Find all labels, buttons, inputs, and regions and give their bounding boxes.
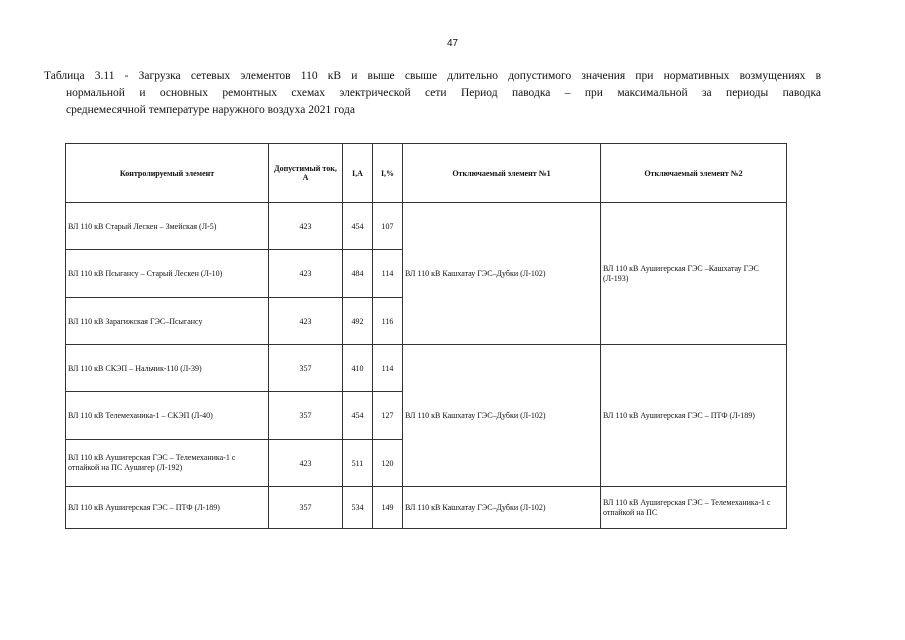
cell-current: 511 xyxy=(343,440,373,487)
cell-current: 484 xyxy=(343,250,373,298)
caption-line-3: среднемесячной температуре наружного воздуха 2021 года xyxy=(66,104,355,116)
cell-percent: 107 xyxy=(373,203,403,250)
cell-element: ВЛ 110 кВ Старый Лескен – Змейская (Л-5) xyxy=(66,203,269,250)
caption-line-1: Таблица 3.11 - Загрузка сетевых элементов 110 кВ и выше свыше длительно допустимого значения при нормативных возмущениях в xyxy=(44,70,821,82)
cell-off-element-2: ВЛ 110 кВ Аушигерская ГЭС – Телемеханика-1 с отпайкой на ПС xyxy=(601,487,787,529)
load-table xyxy=(65,143,787,529)
table-row xyxy=(66,203,787,250)
cell-element: ВЛ 110 кВ СКЭП – Нальчик-110 (Л-39) xyxy=(66,345,269,392)
cell-allowed: 423 xyxy=(269,298,343,345)
cell-element: ВЛ 110 кВ Аушигерская ГЭС – Телемеханика-1 с отпайкой на ПС Аушигер (Л-192) xyxy=(66,440,269,487)
cell-element: ВЛ 110 кВ Аушигерская ГЭС – ПТФ (Л-189) xyxy=(66,487,269,529)
caption-line-2: нормальной и основных ремонтных схемах электрической сети Период паводка – при максимальной за периоды паводка xyxy=(66,87,821,99)
cell-percent: 114 xyxy=(373,250,403,298)
cell-element: ВЛ 110 кВ Зарагижская ГЭС–Псыгансу xyxy=(66,298,269,345)
table-header-row xyxy=(66,144,787,203)
cell-off-element-2: ВЛ 110 кВ Аушигерская ГЭС – ПТФ (Л-189) xyxy=(601,345,787,487)
cell-current: 492 xyxy=(343,298,373,345)
cell-element: ВЛ 110 кВ Псыгансу – Старый Лескен (Л-10) xyxy=(66,250,269,298)
cell-allowed: 357 xyxy=(269,487,343,529)
cell-allowed: 423 xyxy=(269,250,343,298)
header-element: Контролируемый элемент xyxy=(66,144,269,203)
header-off-element-1: Отключаемый элемент №1 xyxy=(403,144,601,203)
table-row xyxy=(66,345,787,392)
table-caption xyxy=(44,68,821,119)
cell-percent: 116 xyxy=(373,298,403,345)
table-row xyxy=(66,487,787,529)
header-allowed-current: Допустимый ток, А xyxy=(269,144,343,203)
cell-off-element-2: ВЛ 110 кВ Аушигерская ГЭС –Кашхатау ГЭС (Л-193) xyxy=(601,203,787,345)
cell-element: ВЛ 110 кВ Телемеханика-1 – СКЭП (Л-40) xyxy=(66,392,269,440)
cell-current: 534 xyxy=(343,487,373,529)
cell-percent: 114 xyxy=(373,345,403,392)
header-current: I,A xyxy=(343,144,373,203)
cell-off-element-1: ВЛ 110 кВ Кашхатау ГЭС–Дубки (Л-102) xyxy=(403,345,601,487)
cell-percent: 120 xyxy=(373,440,403,487)
cell-allowed: 423 xyxy=(269,203,343,250)
cell-current: 454 xyxy=(343,392,373,440)
cell-percent: 127 xyxy=(373,392,403,440)
cell-allowed: 423 xyxy=(269,440,343,487)
cell-percent: 149 xyxy=(373,487,403,529)
header-percent: I,% xyxy=(373,144,403,203)
cell-current: 454 xyxy=(343,203,373,250)
cell-allowed: 357 xyxy=(269,345,343,392)
cell-current: 410 xyxy=(343,345,373,392)
cell-off-element-1: ВЛ 110 кВ Кашхатау ГЭС–Дубки (Л-102) xyxy=(403,487,601,529)
cell-allowed: 357 xyxy=(269,392,343,440)
cell-off-element-1: ВЛ 110 кВ Кашхатау ГЭС–Дубки (Л-102) xyxy=(403,203,601,345)
page-number: 47 xyxy=(446,38,459,49)
header-off-element-2: Отключаемый элемент №2 xyxy=(601,144,787,203)
